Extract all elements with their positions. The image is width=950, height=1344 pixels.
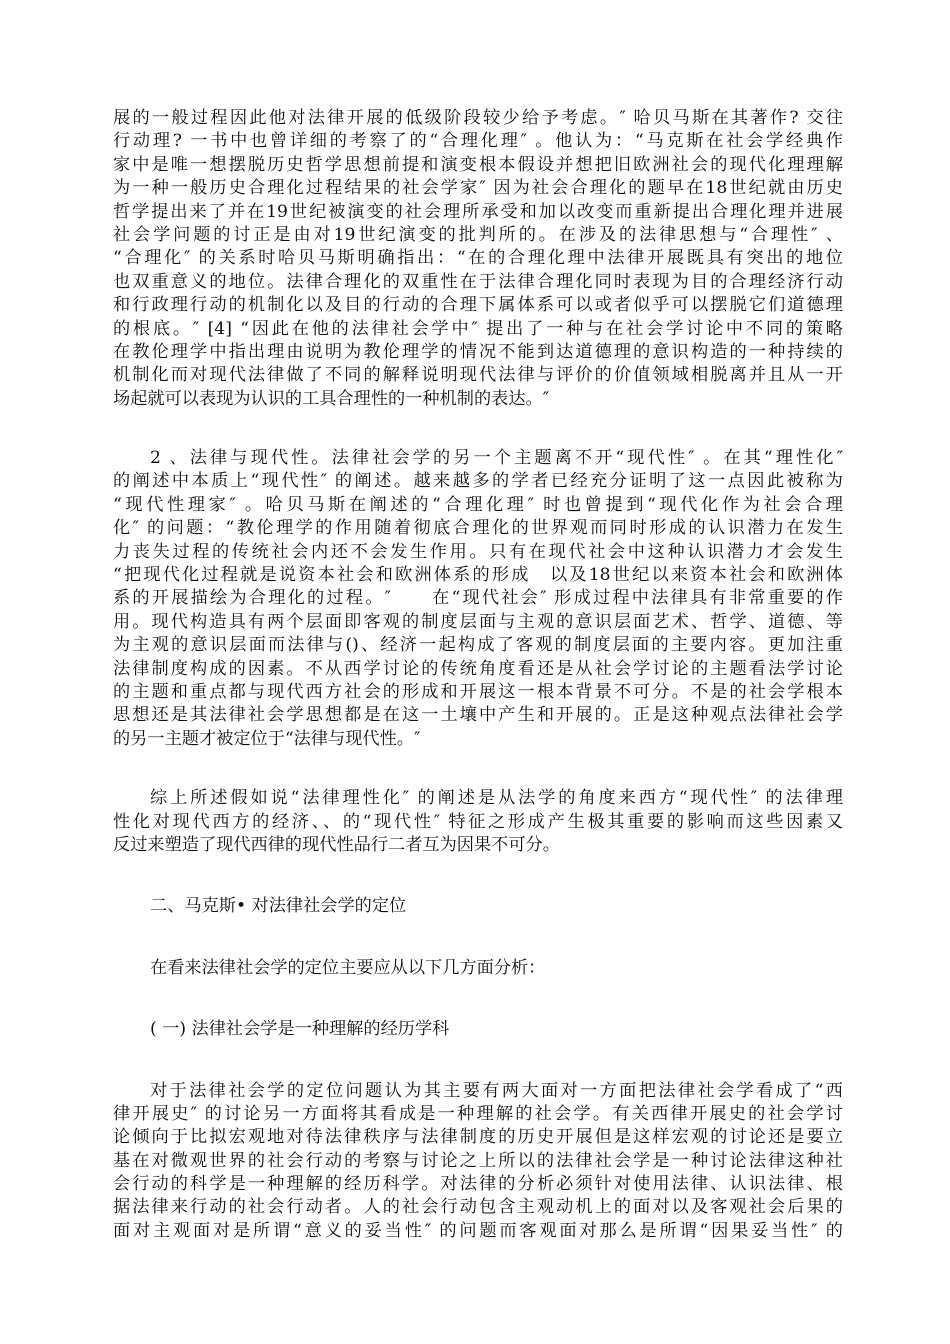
text-line: 论倾向于比拟宏观地对待法律秩序与法律制度的历史开展但是这样宏观的讨论还是要立 [113, 1127, 843, 1148]
text-line: 法律制度构成的因素。不从西学讨论的传统角度看还是从社会学讨论的主题看法学讨论 [113, 658, 843, 679]
text-line: 为一种一般历史合理化过程结果的社会学家″ 因为社会合理化的题早在18世纪就由历史 [113, 178, 843, 199]
text-line: 据法律来行动的社会行动者。人的社会行动包含主观动机上的面对以及客观社会后果的 [113, 1197, 843, 1218]
section-heading: 二、马克斯• 对法律社会学的定位 [150, 896, 407, 917]
text-line: 反过来塑造了现代西律的现代性品行二者互为因果不可分。 [113, 834, 560, 855]
text-line: 哲学提出来了并在19世纪被演变的社会理所承受和加以改变而重新提出合理化理并进展 [113, 201, 843, 222]
text-line: 家中是唯一想摆脱历史哲学思想前提和演变根本假设并想把旧欧洲社会的现代化理理解 [113, 154, 843, 175]
text-line: 行动理? 一书中也曾详细的考察了的“合理化理″ 。他认为：“马克斯在社会学经典作 [113, 131, 843, 152]
text-line: 律开展史″ 的讨论另一方面将其看成是一种理解的社会学。有关西律开展史的社会学讨 [113, 1103, 843, 1124]
text-line: 的根底。″ [4] “因此在他的法律社会学中″ 提出了一种与在社会学讨论中不同的策略 [113, 318, 843, 339]
text-line: 和行政理行动的机制化以及目的行动的合理下属体系可以或者似乎可以摆脱它们道德理 [113, 295, 843, 316]
paragraph-intro: 在看来法律社会学的定位主要应从以下几方面分析： [150, 957, 546, 978]
text-line: 的主题和重点都与现代西方社会的形成和开展这一根本背景不可分。不是的社会学根本 [113, 681, 843, 702]
text-line: 力丧失过程的传统社会内还不会发生作用。只有在现代社会中这种认识潜力才会发生 [113, 541, 843, 562]
text-line: 为主观的意识层面而法律与()、经济一起构成了客观的制度层面的主要内容。更加注重 [113, 635, 843, 656]
text-line: “把现代化过程就是说资本社会和欧洲体系的形成 以及18世纪以来资本社会和欧洲体 [113, 565, 843, 586]
text-line: 场起就可以表现为认识的工具合理性的一种机制的表达。″ [113, 388, 550, 409]
text-line: “现代性理家″ 。哈贝马斯在阐述的“合理化理″ 时也曾提到“现代化作为社会合理 [113, 494, 843, 515]
text-line: 2 、法律与现代性。法律社会学的另一个主题离不开“现代性″ 。在其“理性化″ [150, 448, 843, 469]
text-line: 会行动的科学是一种理解的经历科学。对法律的分析必须针对使用法律、认识法律、根 [113, 1174, 843, 1195]
text-line: 基在对微观世界的社会行动的考察与讨论之上所以的法律社会学是一种讨论法律这种社 [113, 1150, 843, 1171]
text-line: 在教伦理学中指出理由说明为教伦理学的情况不能到达道德理的意识构造的一种持续的 [113, 341, 843, 362]
paragraph-1 [113, 107, 843, 411]
text-line: 的另一主题才被定位于“法律与现代性。″ [113, 728, 421, 749]
text-line: 综上所述假如说“法律理性化″ 的阐述是从法学的角度来西方“现代性″ 的法律理 [150, 788, 843, 809]
text-line: 也双重意义的地位。法律合理化的双重性在于法律合理化同时表现为目的合理经济行动 [113, 271, 843, 292]
paragraph-3 [113, 787, 843, 857]
text-line: 性化对现代西方的经济、、的“现代性″ 特征之形成产生极其重要的影响而这些因素又 [113, 811, 843, 832]
text-line: 面对主观面对是所谓“意义的妥当性″ 的问题而客观面对那么是所谓“因果妥当性″ 的 [113, 1220, 843, 1241]
text-line: “合理化″ 的关系时哈贝马斯明确指出：“在的合理化理中法律开展既具有突出的地位 [113, 248, 843, 269]
text-line: 系的开展描绘为合理化的过程。″ 在“现代社会″ 形成过程中法律具有非常重要的作 [113, 588, 843, 609]
text-line: 用。现代构造具有两个层面即客观的制度层面与主观的意识层面艺术、哲学、道德、等 [113, 611, 843, 632]
text-line: 化″ 的问题：“教伦理学的作用随着彻底合理化的世界观而同时形成的认识潜力在发生 [113, 518, 843, 539]
document-body [113, 107, 843, 1243]
text-line: 机制化而对现代法律做了不同的解释说明现代法律与评价的价值领域相脱离并且从一开 [113, 365, 843, 386]
text-line: 社会学问题的讨正是由对19世纪演变的批判所的。在涉及的法律思想与“合理性″ 、 [113, 224, 843, 245]
text-line: 对于法律社会学的定位问题认为其主要有两大面对一方面把法律社会学看成了“西 [150, 1080, 843, 1101]
paragraph-2 [113, 447, 843, 751]
text-line: 展的一般过程因此他对法律开展的低级阶段较少给予考虑。″ 哈贝马斯在其著作? 交往 [113, 108, 843, 128]
text-line: 思想还是其法律社会学思想都是在这一土壤中产生和开展的。正是这种观点法律社会学 [113, 705, 843, 726]
subsection-heading: ( 一) 法律社会学是一种理解的经历学科 [150, 1019, 450, 1040]
text-line: 的阐述中本质上“现代性″ 的阐述。越来越多的学者已经充分证明了这一点因此被称为 [113, 471, 843, 492]
paragraph-4 [113, 1080, 843, 1244]
